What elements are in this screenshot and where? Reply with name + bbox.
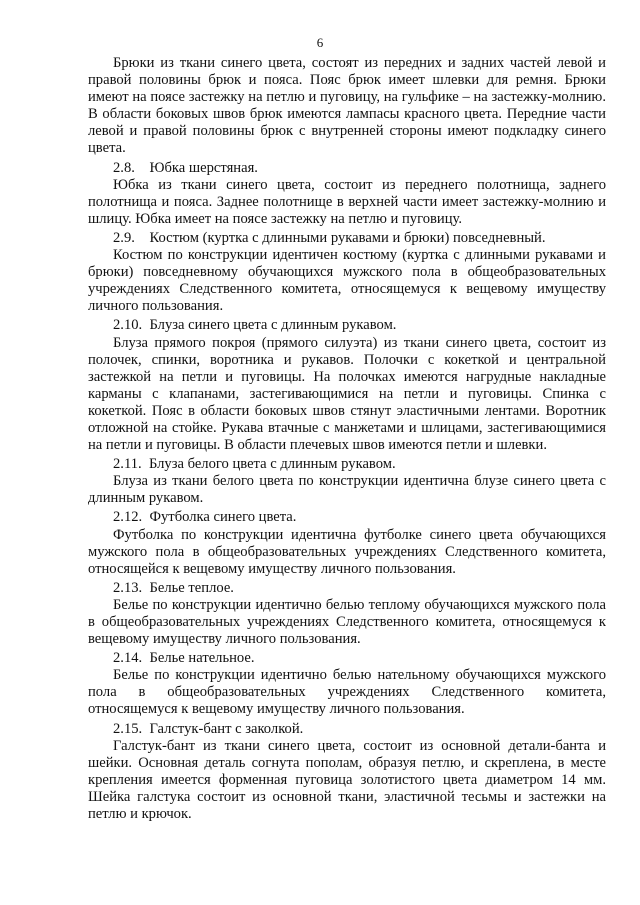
section-heading-2-9: 2.9. Костюм (куртка с длинными рукавами и брюки) повседневный. <box>113 229 546 246</box>
section-heading-2-8: 2.8. Юбка шерстяная. <box>113 159 258 176</box>
paragraph-warm-underwear-description: Белье по конструкции идентично белью теплому обучающихся мужского пола в общеобразовательных учреждениях Следственного комитета, относящемуся к вещевому имуществу личного пользования. <box>88 596 606 648</box>
section-heading-2-15: 2.15. Галстук-бант с заколкой. <box>113 720 304 737</box>
paragraph-white-blouse-description: Блуза из ткани белого цвета по конструкции идентична блузе синего цвета с длинным рукавом. <box>88 473 606 507</box>
section-heading-2-13: 2.13. Белье теплое. <box>113 579 234 596</box>
paragraph-tshirt-description: Футболка по конструкции идентична футболке синего цвета обучающихся мужского пола в общеобразовательных учреждениях Следственного комитета, относящейся к вещевому имуществу личного пользования. <box>88 526 606 577</box>
section-heading-2-10: 2.10. Блуза синего цвета с длинным рукавом. <box>113 317 397 334</box>
paragraph-suit-description: Костюм по конструкции идентичен костюму (куртка с длинными рукавами и брюки) повседневному обучающихся мужского пола в общеобразовательных учреждениях Следственного комитета, относящемуся к вещевому имуществу личного пользования. <box>88 247 606 315</box>
paragraph-underwear-description: Белье по конструкции идентично белью нательному обучающихся мужского пола в общеобразовательных учреждениях Следственного комитета, относящемуся к вещевому имуществу личного пользования. <box>88 667 606 718</box>
paragraph-trousers-description: Брюки из ткани синего цвета, состоят из передних и задних частей левой и правой половины брюк и пояса. Пояс брюк имеет шлевки для ремня. Брюки имеют на поясе застежку на петлю и пуговицу, на гульфике – на застежку-молнию. В области боковых швов брюк имеются лампасы красного цвета. Передние части левой и правой половины брюк с внутренней стороны имеют подкладку синего цвета. <box>88 55 606 157</box>
section-heading-2-14: 2.14. Белье нательное. <box>113 650 255 667</box>
paragraph-bow-tie-description: Галстук-бант из ткани синего цвета, состоит из основной детали-банта и шейки. Основная деталь согнута пополам, образуя петлю, и скреплена, в месте крепления имеется форменная пуговица золотистого цвета диаметром 14 мм. Шейка галстука состоит из основной ткани, эластичной тесьмы и застежки на петлю и крючок. <box>88 737 606 823</box>
page-number: 6 <box>316 35 324 50</box>
section-heading-2-12: 2.12. Футболка синего цвета. <box>113 509 297 526</box>
paragraph-blue-blouse-description: Блуза прямого покроя (прямого силуэта) из ткани синего цвета, состоит из полочек, спинки, воротника и рукавов. Полочки с кокеткой и центральной застежкой на петли и пуговицы. На полочках имеются нагрудные накладные карманы с клапанами, застегивающимися на петли и пуговицы. Спинка с кокеткой. Пояс в области боковых швов стянут эластичными лентами. Воротник отложной на стойке. Рукава втачные с манжетами и шлицами, застегивающимися на петли и пуговицы. В области плечевых швов имеются петли и шлевки. <box>88 334 606 454</box>
paragraph-skirt-description: Юбка из ткани синего цвета, состоит из переднего полотнища, заднего полотнища и пояса. Заднее полотнище в верхней части имеет застежку-молнию и шлицу. Юбка имеет на поясе застежку на петлю и пуговицу. <box>88 176 606 227</box>
section-heading-2-11: 2.11. Блуза белого цвета с длинным рукавом. <box>113 456 396 473</box>
document-body <box>88 55 606 823</box>
